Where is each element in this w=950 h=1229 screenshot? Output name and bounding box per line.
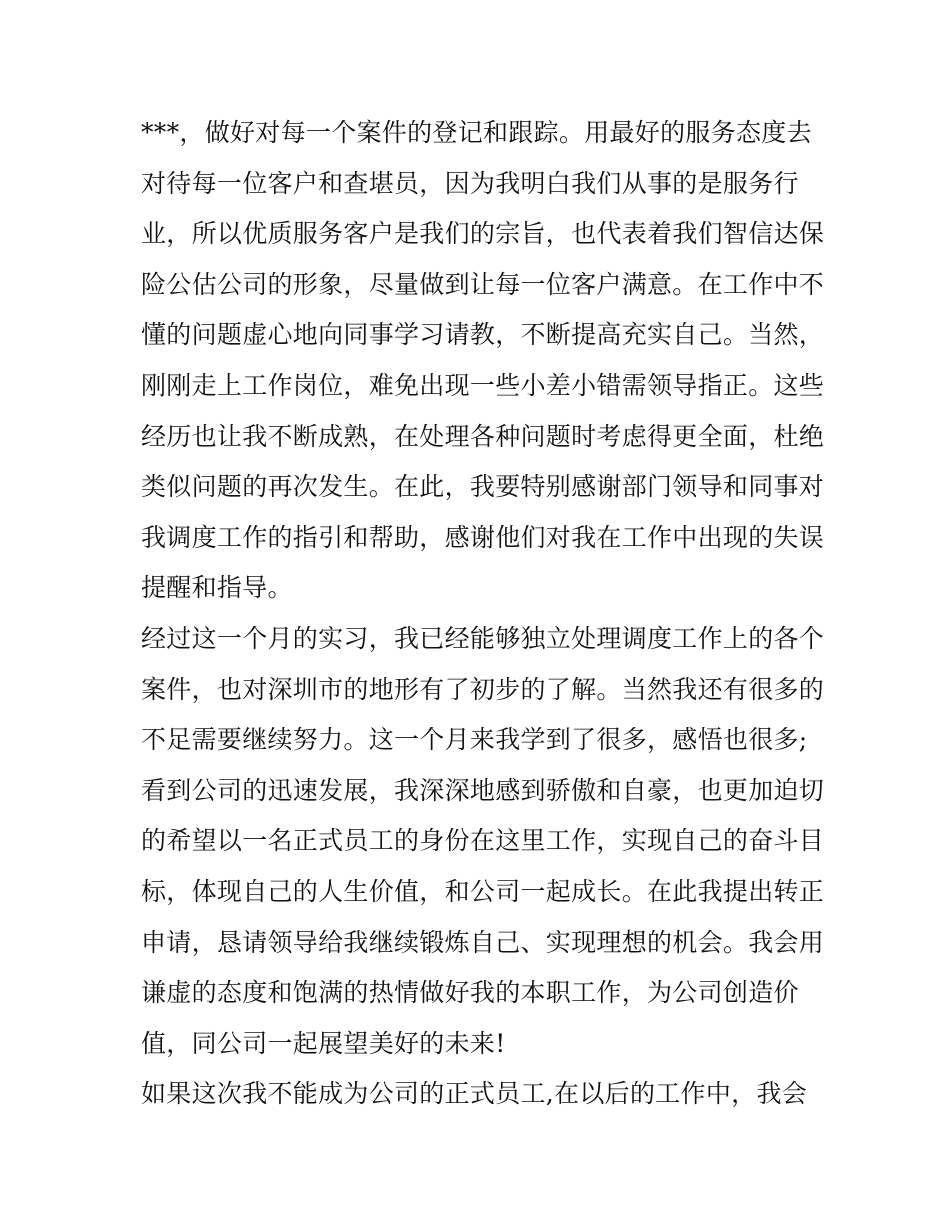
text-line: 刚刚走上工作岗位，难免出现一些小差小错需领导指正。这些 [141, 370, 825, 400]
text-line: 谦虚的态度和饱满的热情做好我的本职工作，为公司创造价 [141, 978, 799, 1008]
text-line: 值，同公司一起展望美好的未来! [141, 1028, 506, 1058]
text-line: 险公估公司的形象，尽量做到让每一位客户满意。在工作中不 [141, 269, 825, 299]
text-line: 懂的问题虚心地向同事学习请教，不断提高充实自己。当然， [141, 320, 825, 350]
body-text [141, 108, 825, 1120]
text-line: 经历也让我不断成熟，在处理各种问题时考虑得更全面，杜绝 [141, 421, 825, 451]
text-line: 标，体现自己的人生价值，和公司一起成长。在此我提出转正 [141, 876, 825, 906]
text-line: 对待每一位客户和查堪员，因为我明白我们从事的是服务行 [141, 168, 799, 198]
text-line: ***，做好对每一个案件的登记和跟踪。用最好的服务态度去 [141, 118, 812, 147]
text-line: 如果这次我不能成为公司的正式员工,在以后的工作中，我会 [141, 1079, 808, 1109]
text-line: 的希望以一名正式员工的身份在这里工作，实现自己的奋斗目 [141, 826, 825, 856]
text-line: 业，所以优质服务客户是我们的宗旨，也代表着我们智信达保 [141, 219, 825, 249]
text-line: 经过这一个月的实习，我已经能够独立处理调度工作上的各个 [141, 623, 825, 653]
text-line: 类似问题的再次发生。在此，我要特别感谢部门领导和同事对 [141, 472, 825, 502]
text-line: 看到公司的迅速发展，我深深地感到骄傲和自豪，也更加迫切 [141, 775, 825, 805]
text-line: 我调度工作的指引和帮助，感谢他们对我在工作中出现的失误 [141, 522, 825, 552]
text-line: 申请，恳请领导给我继续锻炼自己、实现理想的机会。我会用 [141, 927, 825, 957]
text-line: 提醒和指导。 [141, 573, 293, 603]
text-line: 案件，也对深圳市的地形有了初步的了解。当然我还有很多的 [141, 674, 825, 704]
text-line: 不足需要继续努力。这一个月来我学到了很多，感悟也很多; [141, 725, 808, 755]
